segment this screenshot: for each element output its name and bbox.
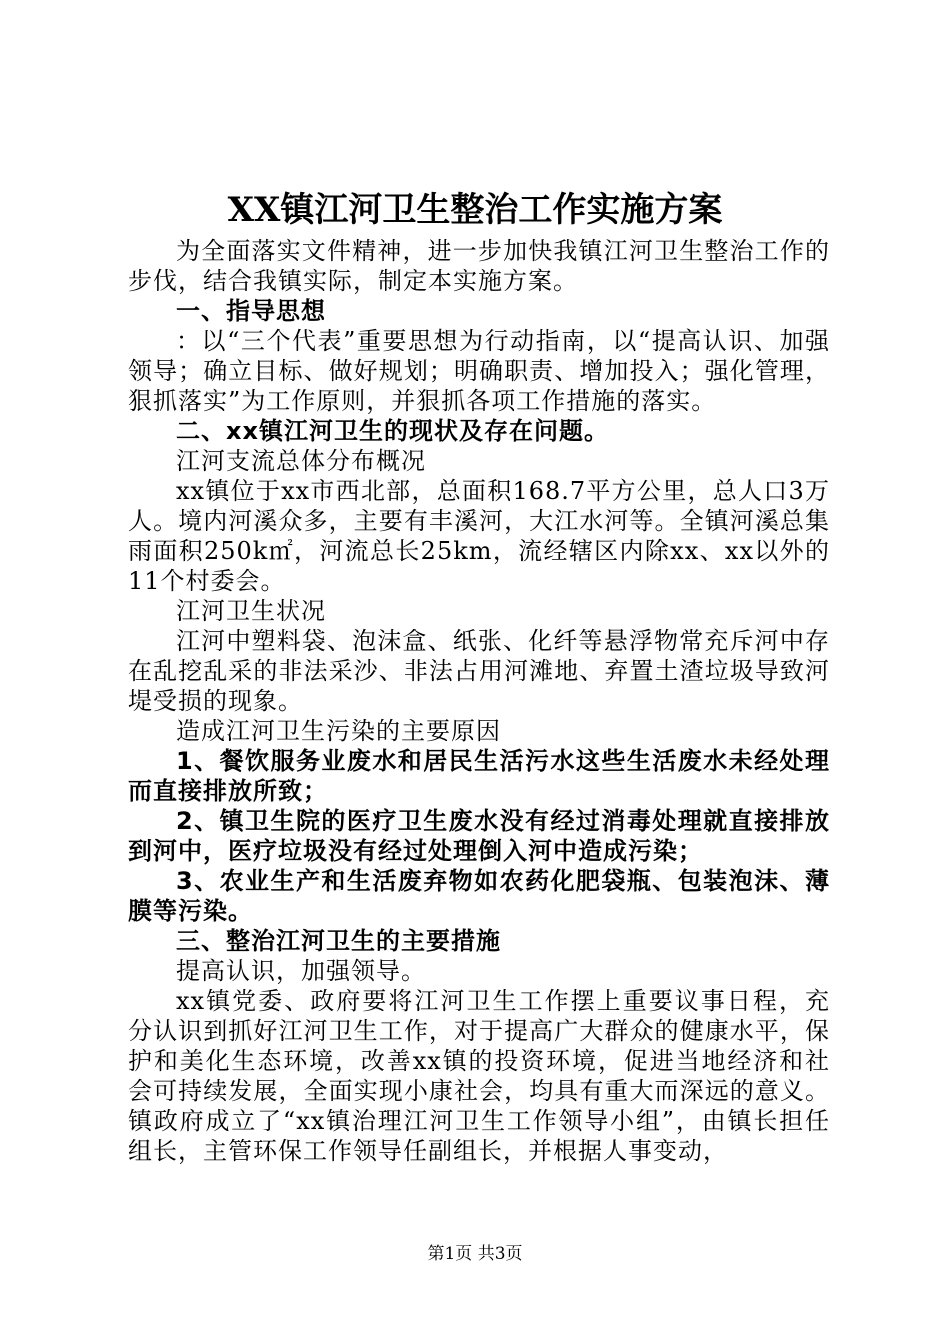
- pollution-cause-1: 1、餐饮服务业废水和居民生活污水这些生活废水未经处理而直接排放所致；: [128, 747, 830, 805]
- heading-guiding-ideology: 一、指导思想: [176, 297, 326, 325]
- heading-current-status: 二、xx镇江河卫生的现状及存在问题。: [176, 417, 609, 445]
- paragraph-intro: 为全面落实文件精神，进一步加快我镇江河卫生整治工作的步伐，结合我镇实际，制定本实施方案。: [128, 237, 830, 295]
- subheading-pollution-causes: 造成江河卫生污染的主要原因: [176, 717, 501, 745]
- pollution-cause-2: 2、镇卫生院的医疗卫生废水没有经过消毒处理就直接排放到河中，医疗垃圾没有经过处理倒入河中造成污染；: [128, 807, 830, 865]
- paragraph-river-distribution: xx镇位于xx市西北部，总面积168.7平方公里，总人口3万人。境内河溪众多，主要有丰溪河，大江水河等。全镇河溪总集雨面积250k㎡，河流总长25km，流经辖区内除xx、xx以外的11个村委会。: [128, 477, 830, 595]
- paragraph-raise-awareness: xx镇党委、政府要将江河卫生工作摆上重要议事日程，充分认识到抓好江河卫生工作，对于提高广大群众的健康水平，保护和美化生态环境，改善xx镇的投资环境，促进当地经济和社会可持续发展，全面实现小康社会，均具有重大而深远的意义。镇政府成立了“xx镇治理江河卫生工作领导小组”，由镇长担任组长，主管环保工作领导任副组长，并根据人事变动，: [128, 987, 830, 1165]
- document-title: XX镇江河卫生整治工作实施方案: [227, 190, 723, 230]
- document-body: [128, 236, 830, 1166]
- subheading-river-distribution: 江河支流总体分布概况: [176, 447, 426, 475]
- heading-main-measures: 三、整治江河卫生的主要措施: [176, 927, 501, 955]
- subheading-river-sanitation: 江河卫生状况: [176, 597, 326, 625]
- subheading-raise-awareness: 提高认识，加强领导。: [176, 957, 426, 985]
- paragraph-guiding-ideology: ：以“三个代表”重要思想为行动指南，以“提高认识、加强领导；确立目标、做好规划；明确职责、增加投入；强化管理，狠抓落实”为工作原则，并狠抓各项工作措施的落实。: [128, 327, 830, 415]
- paragraph-river-sanitation: 江河中塑料袋、泡沫盒、纸张、化纤等悬浮物常充斥河中存在乱挖乱采的非法采沙、非法占用河滩地、弃置土渣垃圾导致河堤受损的现象。: [128, 627, 830, 715]
- page-footer: 第1页 共3页: [427, 1244, 523, 1264]
- pollution-cause-3: 3、农业生产和生活废弃物如农药化肥袋瓶、包装泡沫、薄膜等污染。: [128, 867, 830, 925]
